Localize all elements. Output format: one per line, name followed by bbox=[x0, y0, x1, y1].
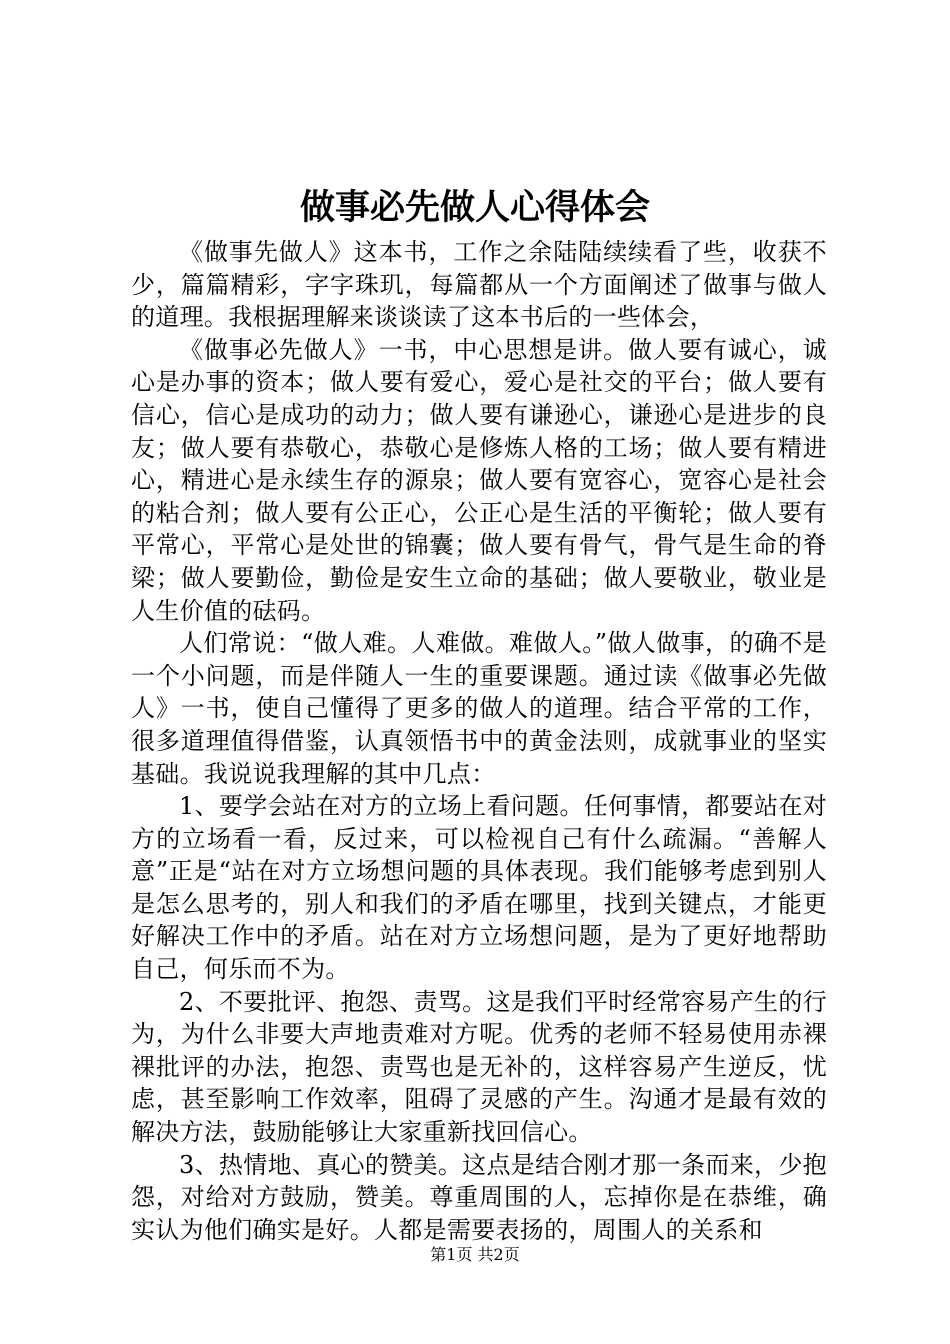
document-title: 做事必先做人心得体会 bbox=[299, 187, 650, 228]
document-body bbox=[131, 236, 827, 1246]
paragraph-intro: 《做事先做人》这本书，工作之余陆陆续续看了些，收获不少，篇篇精彩，字字珠玑，每篇都从一个方面阐述了做事与做人的道理。我根据理解来谈谈读了这本书后的一些体会， bbox=[131, 238, 827, 332]
paragraph-central-idea: 《做事必先做人》一书，中心思想是讲。做人要有诚心，诚心是办事的资本；做人要有爱心，爱心是社交的平台；做人要有信心，信心是成功的动力；做人要有谦逊心，谦逊心是进步的良友；做人要有恭敬心，恭敬心是修炼人格的工场；做人要有精进心，精进心是永续生存的源泉；做人要有宽容心，宽容心是社会的粘合剂；做人要有公正心，公正心是生活的平衡轮；做人要有平常心，平常心是处世的锦囊；做人要有骨气，骨气是生命的脊梁；做人要勤俭，勤俭是安生立命的基础；做人要敬业，敬业是人生价值的砝码。 bbox=[131, 335, 827, 625]
paragraph-people-say: 人们常说：“做人难。人难做。难做人。”做人做事，的确不是一个小问题，而是伴随人一生的重要课题。通过读《做事必先做人》一书，使自己懂得了更多的做人的道理。结合平常的工作，很多道理值得借鉴，认真领悟书中的黄金法则，成就事业的坚实基础。我说说我理解的其中几点： bbox=[131, 629, 827, 788]
page-number-footer: 第1页 共2页 bbox=[430, 1245, 520, 1264]
paragraph-point-2: 2、不要批评、抱怨、责骂。这是我们平时经常容易产生的行为，为什么非要大声地责难对方呢。优秀的老师不轻易使用赤裸裸批评的办法，抱怨、责骂也是无补的，这样容易产生逆反，忧虑，甚至影响工作效率，阻碍了灵感的产生。沟通才是最有效的解决方法，鼓励能够让大家重新找回信心。 bbox=[131, 987, 827, 1147]
paragraph-point-3: 3、热情地、真心的赞美。这点是结合刚才那一条而来，少抱怨，对给对方鼓励，赞美。尊重周围的人，忘掉你是在恭维，确实认为他们确实是好。人都是需要表扬的，周围人的关系和 bbox=[131, 1150, 827, 1244]
paragraph-point-1: 1、要学会站在对方的立场上看问题。任何事情，都要站在对方的立场看一看，反过来，可以检视自己有什么疏漏。“善解人意”正是“站在对方立场想问题的具体表现。我们能够考虑到别人是怎么思考的，别人和我们的矛盾在哪里，找到关键点，才能更好解决工作中的矛盾。站在对方立场想问题，是为了更好地帮助自己，何乐而不为。 bbox=[131, 792, 827, 984]
